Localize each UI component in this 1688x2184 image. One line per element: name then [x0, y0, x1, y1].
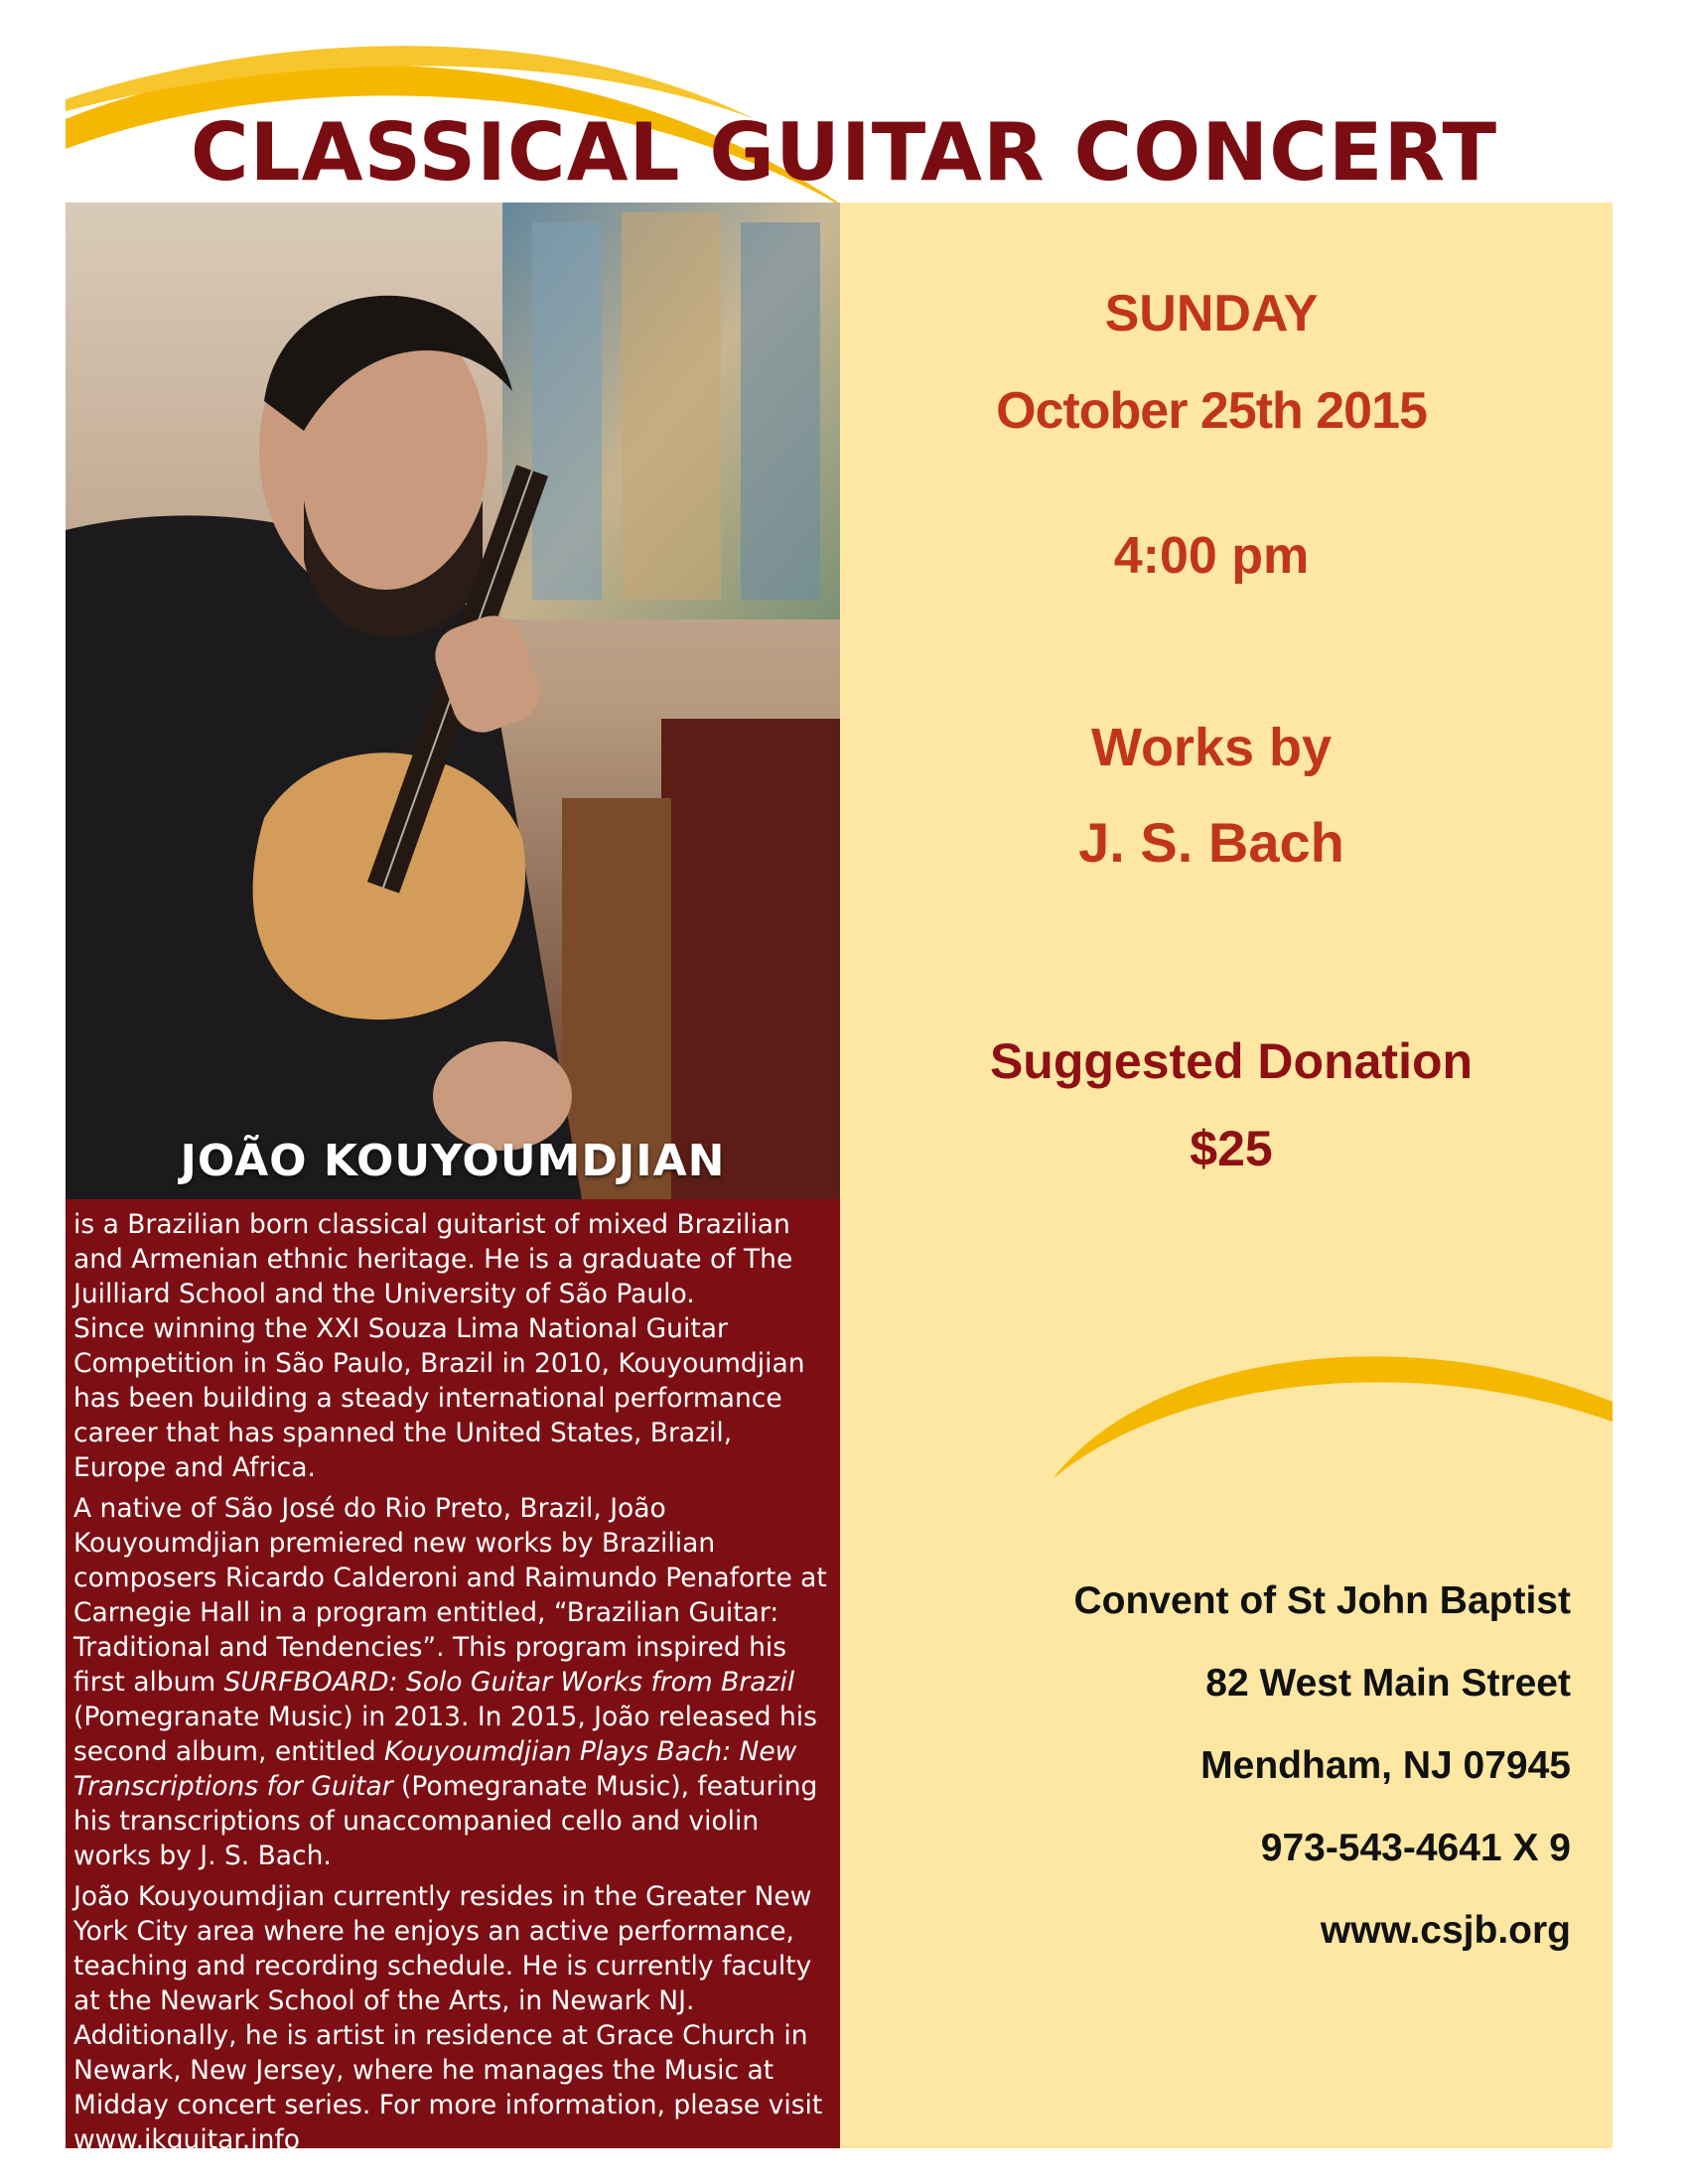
performer-photo: [66, 203, 840, 1199]
performer-name: JOÃO KOUYOUMDJIAN: [180, 1136, 726, 1186]
venue-phone[interactable]: 973-543-4641 X 9: [1260, 1827, 1571, 1869]
works-by-label: Works by: [1090, 718, 1333, 777]
venue-name: Convent of St John Baptist: [1073, 1579, 1571, 1622]
album-title: SURFBOARD: Solo Guitar Works from Brazil: [223, 1667, 795, 1698]
bio-text: (Pomegranate Music), featuring his transcriptions of unaccompanied cello and violin works by J. S. Bach.: [73, 1771, 818, 1871]
performer-website-link[interactable]: www.jkguitar.info: [73, 2124, 300, 2155]
bio-paragraph: [73, 1491, 832, 1873]
donation-amount: $25: [1190, 1121, 1273, 1176]
page-title: CLASSICAL GUITAR CONCERT: [190, 106, 1498, 199]
event-date: October 25th 2015: [996, 382, 1427, 440]
venue-website[interactable]: www.csjb.org: [1320, 1909, 1571, 1952]
album-title: Kouyoumdjian Plays Bach: New Transcriptions for Guitar: [73, 1736, 797, 1802]
event-time: 4:00 pm: [1113, 527, 1310, 585]
gold-swoosh-decoration: [1033, 1310, 1613, 1489]
bio-text: João Kouyoumdjian currently resides in the Greater New York City area where he enjoys an active performance, teaching and recording schedule. He is currently faculty at the Newark School of the Arts, in Newark NJ. Additionally, he is artist in residence at Grace Church in Newark, New Jersey, where he manages the Music at Midday concert series. For more information, please visit: [73, 1881, 823, 2120]
performer-bio: [66, 1199, 840, 2155]
composer-name: J. S. Bach: [1078, 811, 1344, 874]
bio-paragraph: is a Brazilian born classical guitarist of mixed Brazilian and Armenian ethnic heritage. He is a graduate of The Juilliard School and the University of São Paulo.: [73, 1209, 793, 1309]
bio-text: (Pomegranate Music) in 2013. In 2015, João released his second album, entitled: [73, 1702, 817, 1767]
venue-city: Mendham, NJ 07945: [1200, 1744, 1571, 1787]
venue-street: 82 West Main Street: [1205, 1662, 1571, 1705]
donation-label: Suggested Donation: [989, 1033, 1474, 1089]
performer-photo-illustration: [66, 203, 840, 1199]
venue-block: [876, 1576, 1571, 1988]
bio-paragraph: [73, 1879, 832, 2157]
event-day: SUNDAY: [1104, 285, 1319, 342]
bio-paragraph: Since winning the XXI Souza Lima National Guitar Competition in São Paulo, Brazil in 2010, Kouyoumdjian has been building a steady international performance career that has spanned the United States, Brazil, Europe and Africa.: [73, 1313, 805, 1483]
bio-text: A native of São José do Rio Preto, Brazil, João Kouyoumdjian premiered new works by Brazilian composers Ricardo Calderoni and Raimundo Penaforte at Carnegie Hall in a program entitled, “Brazilian Guitar: Traditional and Tendencies”. This program inspired his first album: [73, 1493, 827, 1698]
